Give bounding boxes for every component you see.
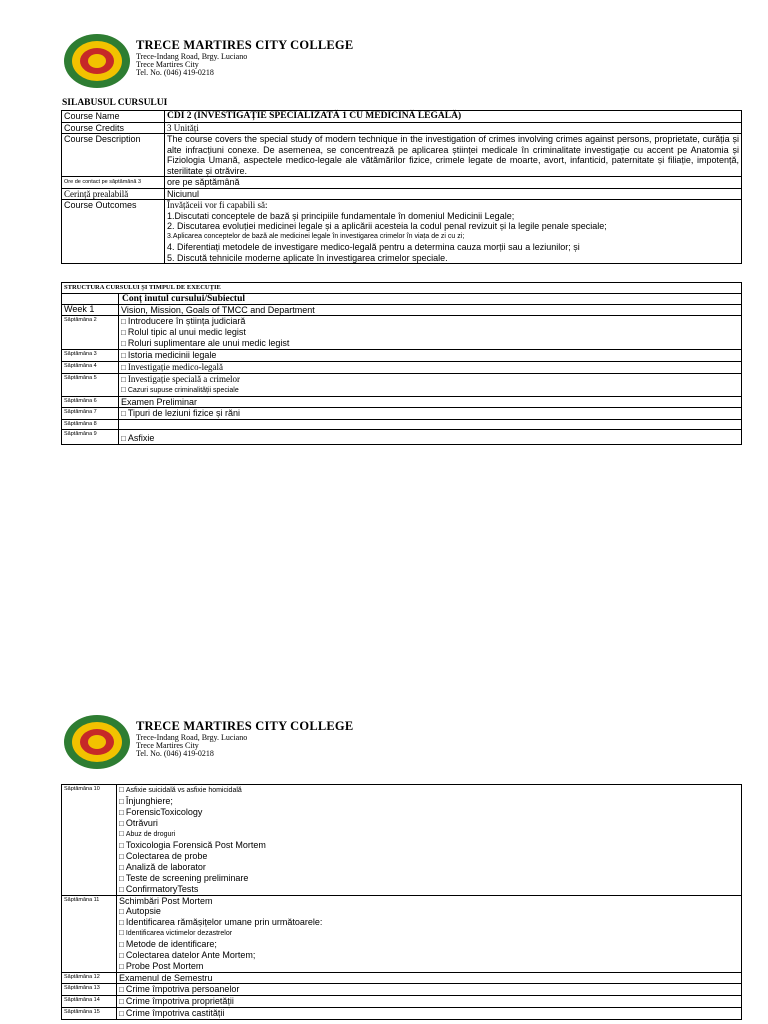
week-content	[119, 350, 742, 362]
week-row	[62, 350, 742, 362]
topic-item: □ ForensicToxicology	[119, 807, 739, 818]
week-content	[117, 896, 742, 973]
week-label: Săptămâna 2	[62, 316, 119, 350]
week-label: Săptămâna 14	[62, 996, 117, 1008]
week-label: Săptămâna 7	[62, 408, 119, 420]
week-row	[62, 1008, 742, 1020]
college-name: TRECE MARTIRES CITY COLLEGE	[136, 38, 354, 52]
course-outcomes-row	[62, 200, 742, 264]
week-label: Săptămâna 9	[62, 430, 119, 445]
topic-item: □ Crime împotriva proprietății	[119, 996, 739, 1007]
topic-item: □ Teste de screening preliminare	[119, 873, 739, 884]
week-content	[117, 1008, 742, 1020]
week-content	[119, 362, 742, 374]
topic-item: □ Autopsie	[119, 906, 739, 917]
structure-title: STRUCTURA CURSULUI ȘI TIMPUL DE EXECUȚIE	[62, 283, 742, 294]
contact-hours-label: Ore de contact pe săptămână 3	[62, 177, 165, 189]
college-name: TRECE MARTIRES CITY COLLEGE	[136, 719, 354, 733]
week-content	[119, 397, 742, 408]
contact-hours-row	[62, 177, 742, 189]
topic-item: □ Identificarea victimelor dezastrelor	[119, 928, 739, 939]
week-label: Săptămâna 3	[62, 350, 119, 362]
topic-item: □ Rolul tipic al unui medic legist	[121, 327, 739, 338]
week-label: Săptămâna 11	[62, 896, 117, 973]
week-row	[62, 984, 742, 996]
contact-hours-value: ore pe săptămână	[165, 177, 742, 189]
week-content	[119, 420, 742, 430]
topic-item: □ Asfixie	[121, 433, 739, 444]
week-content	[119, 305, 742, 316]
outcome-item: 5. Discută tehnicile moderne aplicate în investigarea crimelor speciale.	[167, 252, 448, 263]
course-credits-row	[62, 122, 742, 134]
address-city: Trece Martires City	[136, 741, 199, 750]
topic-item: Vision, Mission, Goals of TMCC and Department	[121, 305, 315, 315]
course-name-value: CDI 2 (INVESTIGAȚIE SPECIALIZATĂ 1 CU MEDICINĂ LEGALĂ)	[165, 111, 742, 123]
week-label: Săptămâna 15	[62, 1008, 117, 1020]
course-credits-label: Course Credits	[62, 122, 165, 134]
topic-item: Examenul de Semestru	[119, 973, 213, 983]
course-name-row	[62, 111, 742, 123]
topic-item: □ Asfixie suicidală vs asfixie homicidală	[119, 785, 739, 796]
outcome-item: 1.Discutati conceptele de bază și principiile fundamentale în domeniul Medicinii Legale;	[167, 210, 515, 221]
week-label: Săptămâna 10	[62, 785, 117, 896]
week-row	[62, 973, 742, 984]
course-outcomes-list	[165, 200, 742, 264]
course-name-label: Course Name	[62, 111, 165, 123]
topic-item: □ Colectarea de probe	[119, 851, 739, 862]
week-row	[62, 316, 742, 350]
content-header: Conț inutul cursului/Subiectul	[119, 294, 742, 305]
topic-item: □ Investigație specială a crimelor	[121, 374, 739, 385]
course-info-table	[61, 110, 742, 264]
topic-item: □ Probe Post Mortem	[119, 961, 739, 972]
address-line: Trece-Indang Road, Brgy. Luciano	[136, 733, 248, 742]
week-row	[62, 374, 742, 397]
course-structure-table-continued	[61, 784, 742, 1020]
week-label: Săptămâna 12	[62, 973, 117, 984]
prerequisite-label: Cerință prealabilă	[62, 188, 165, 200]
prerequisite-row	[62, 188, 742, 200]
address-line: Trece-Indang Road, Brgy. Luciano	[136, 52, 248, 61]
week-content	[117, 984, 742, 996]
phone-number: Tel. No. (046) 419-0218	[136, 68, 214, 77]
week-label: Săptămâna 5	[62, 374, 119, 397]
letterhead	[62, 32, 382, 90]
week-row	[62, 430, 742, 445]
week-content	[117, 973, 742, 984]
week-label: Săptămâna 6	[62, 397, 119, 408]
topic-item: Schimbări Post Mortem	[119, 896, 213, 906]
week-content	[119, 374, 742, 397]
topic-item: □ Cazuri supuse criminalității speciale	[121, 385, 739, 396]
week-content	[119, 430, 742, 445]
structure-title-row	[62, 283, 742, 294]
college-seal-icon	[62, 713, 132, 771]
topic-item: □ Abuz de droguri	[119, 829, 739, 840]
document-title: SILABUSUL CURSULUI	[62, 98, 168, 108]
topic-item: □ Introducere în știința judiciară	[121, 316, 739, 327]
letterhead-page-2	[62, 713, 382, 771]
outcome-item: 2. Discutarea evoluției medicinei legale și a aplicării acesteia la codul penal revizuit și la legile penale speciale;	[167, 221, 607, 231]
week-row	[62, 408, 742, 420]
topic-item: □ Identificarea rămășițelor umane prin următoarele:	[119, 917, 739, 928]
course-description-row	[62, 134, 742, 177]
topic-item: □ ConfirmatoryTests	[119, 884, 739, 895]
course-description-value: The course covers the special study of modern technique in the investigation of crimes involving crimes against persons, proprietate, curăția și alte infracțiuni conexe. De asemenea, se concentrează pe aplicarea științei medicale în criminalitate investigație cu accent pe Anatomia și Fiziologia Umană, aspectele medico-legale ale vătămărilor fizice, crimele legate de moarte, avort, infanticid, paternitate și filiație, impotență, sterilitate și otrăvire.	[165, 134, 742, 177]
topic-item: □ Înjunghiere;	[119, 796, 739, 807]
week-label: Săptămâna 4	[62, 362, 119, 374]
course-structure-table	[61, 282, 742, 445]
week-label: Week 1	[62, 305, 119, 316]
outcome-item: 3.Aplicarea conceptelor de bază ale medicinei legale în investigarea crimelor în viața de zi cu zi;	[167, 232, 465, 240]
topic-item: □ Crime împotriva castității	[119, 1008, 739, 1019]
topic-item: □ Analiză de laborator	[119, 862, 739, 873]
topic-item: Examen Preliminar	[121, 397, 198, 407]
topic-item: □ Crime împotriva persoanelor	[119, 984, 739, 995]
course-credits-value: 3 Unități	[165, 122, 742, 134]
outcome-item: 4. Diferentiați metodele de investigare medico-legală pentru a determina cauza morții sau a leziunilor; și	[167, 242, 580, 252]
week-content	[117, 785, 742, 896]
topic-item: □ Toxicologia Forensică Post Mortem	[119, 840, 739, 851]
topic-item: □ Colectarea datelor Ante Mortem;	[119, 950, 739, 961]
prerequisite-value: Niciunul	[165, 188, 742, 200]
topic-item: □ Tipuri de leziuni fizice și răni	[121, 408, 739, 419]
week-label: Săptămâna 13	[62, 984, 117, 996]
week-row	[62, 305, 742, 316]
outcomes-intro: Învățăceii vor fi capabili să:	[167, 200, 268, 210]
week-row	[62, 362, 742, 374]
week-content	[119, 316, 742, 350]
structure-header-row	[62, 294, 742, 305]
course-description-label: Course Description	[62, 134, 165, 177]
topic-item: □ Metode de identificare;	[119, 939, 739, 950]
topic-item: □ Otrăvuri	[119, 818, 739, 829]
week-content	[119, 408, 742, 420]
week-label: Săptămâna 8	[62, 420, 119, 430]
week-row	[62, 996, 742, 1008]
week-row	[62, 397, 742, 408]
topic-item: □ Roluri suplimentare ale unui medic legist	[121, 338, 739, 349]
week-row	[62, 420, 742, 430]
week-row	[62, 896, 742, 973]
college-seal-icon	[62, 32, 132, 90]
topic-item: □ Investigație medico-legală	[121, 362, 739, 373]
topic-item: □ Istoria medicinii legale	[121, 350, 739, 361]
week-row	[62, 785, 742, 896]
course-outcomes-label: Course Outcomes	[62, 200, 165, 264]
address-city: Trece Martires City	[136, 60, 199, 69]
phone-number: Tel. No. (046) 419-0218	[136, 749, 214, 758]
week-content	[117, 996, 742, 1008]
